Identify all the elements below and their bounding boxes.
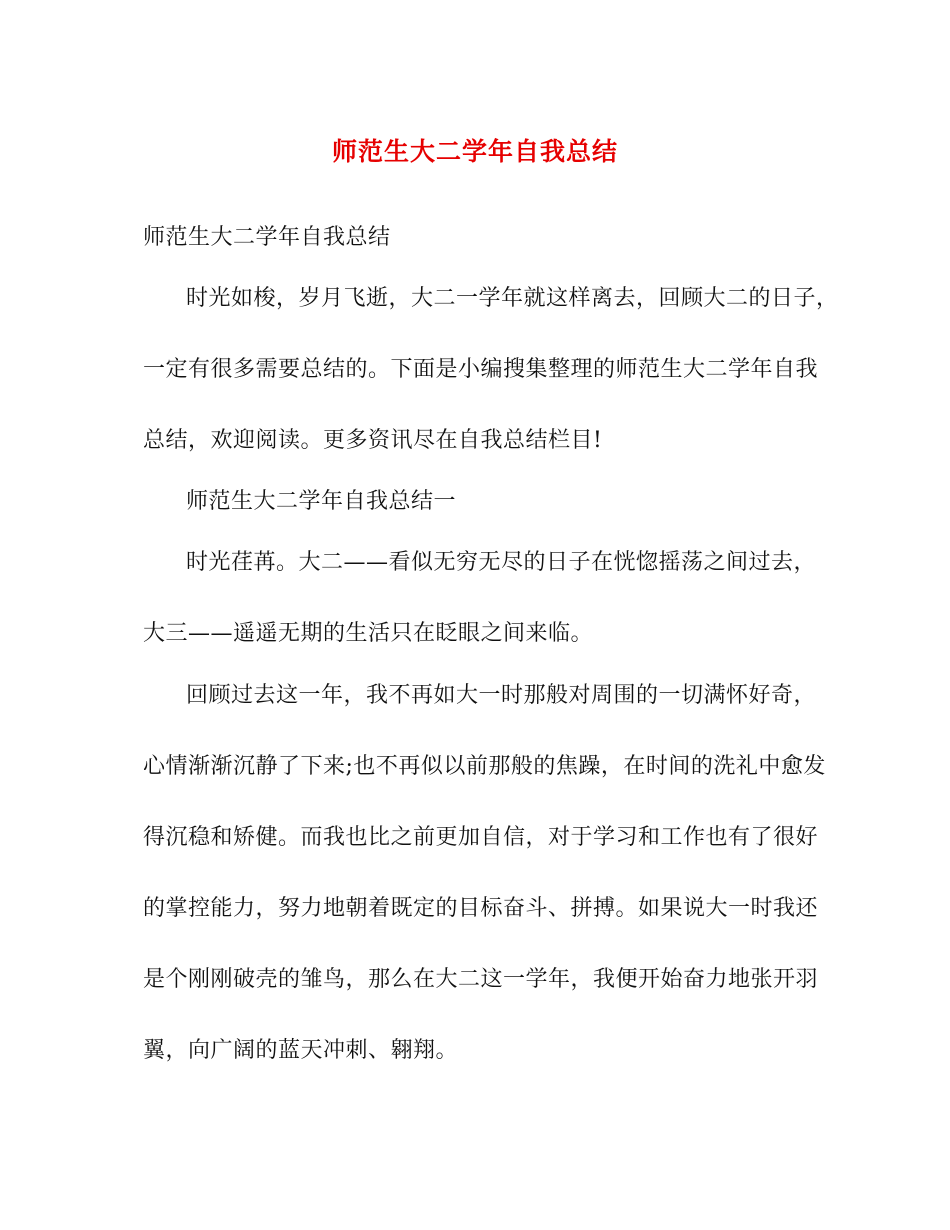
paragraph-line: 得沉稳和矫健。而我也比之前更加自信，对于学习和工作也有了很好	[143, 825, 819, 850]
paragraph-line: 时光荏苒。大二——看似无穷无尽的日子在恍惚摇荡之间过去，	[186, 550, 817, 575]
paragraph-line: 时光如梭，岁月飞逝，大二一学年就这样离去，回顾大二的日子，	[186, 286, 839, 311]
paragraph-line: 一定有很多需要总结的。下面是小编搜集整理的师范生大二学年自我	[143, 357, 819, 382]
paragraph-line: 翼，向广阔的蓝天冲刺、翱翔。	[143, 1038, 459, 1063]
subtitle-line: 师范生大二学年自我总结	[143, 225, 391, 250]
document-title: 师范生大二学年自我总结	[331, 137, 618, 166]
paragraph-line: 总结，欢迎阅读。更多资讯尽在自我总结栏目!	[143, 428, 603, 453]
paragraph-line: 回顾过去这一年，我不再如大一时那般对周围的一切满怀好奇，	[186, 683, 817, 708]
paragraph-line: 是个刚刚破壳的雏鸟，那么在大二这一学年，我便开始奋力地张开羽	[143, 967, 819, 992]
section-heading: 师范生大二学年自我总结一	[186, 489, 457, 514]
paragraph-line: 大三——遥遥无期的生活只在眨眼之间来临。	[143, 621, 594, 646]
paragraph-line: 心情渐渐沉静了下来;也不再似以前那般的焦躁，在时间的洗礼中愈发	[143, 754, 826, 779]
paragraph-line: 的掌控能力，努力地朝着既定的目标奋斗、拼搏。如果说大一时我还	[143, 896, 819, 921]
